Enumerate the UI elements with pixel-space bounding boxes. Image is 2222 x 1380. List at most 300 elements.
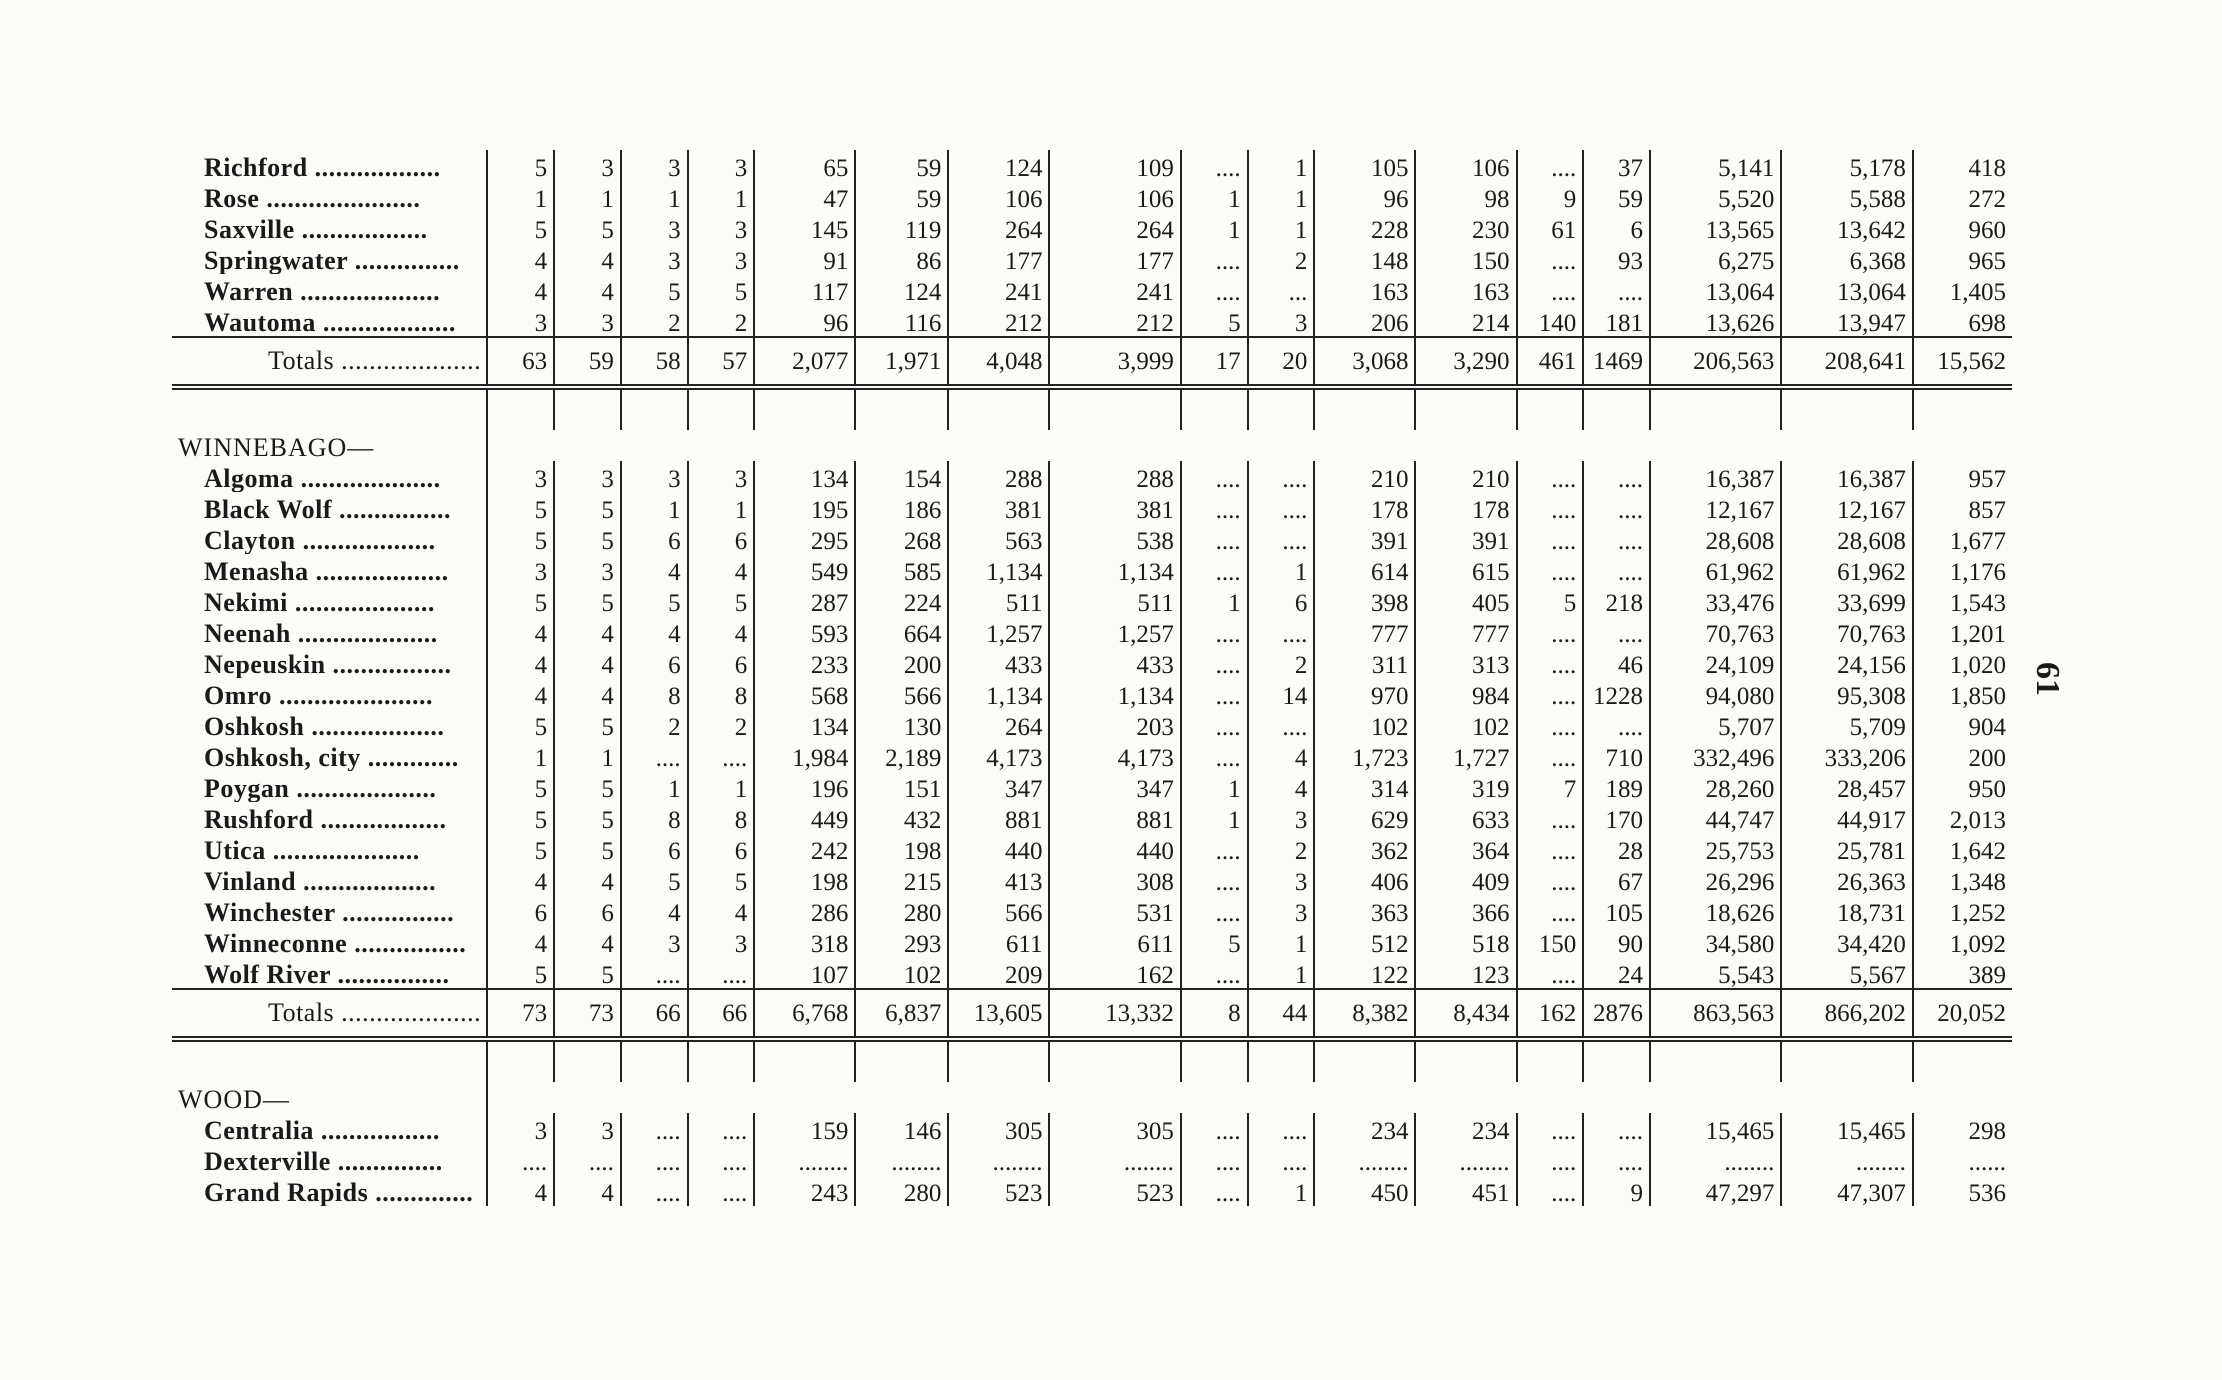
table-cell: [754, 1039, 855, 1082]
table-cell: 1: [1248, 926, 1315, 957]
table-row: [172, 461, 2012, 492]
table-cell: [948, 1039, 1049, 1082]
table-cell: [1650, 1082, 1781, 1113]
table-cell: 1,348: [1913, 864, 2012, 895]
table-cell: 12,167: [1650, 492, 1781, 523]
spacer-row: [172, 387, 2012, 430]
table-cell: 13,332: [1049, 989, 1180, 1039]
table-cell: 16,387: [1650, 461, 1781, 492]
table-cell: 3: [487, 1113, 554, 1144]
table-cell: 433: [1049, 647, 1180, 678]
totals-row: [172, 337, 2012, 387]
table-cell: 198: [754, 864, 855, 895]
table-cell: 5: [1181, 305, 1248, 337]
table-cell: ....: [1517, 1175, 1584, 1206]
county-heading-label: WINNEBAGO—: [178, 433, 375, 461]
table-cell: ....: [1181, 523, 1248, 554]
table-cell: 5: [554, 492, 621, 523]
table-cell: 61,962: [1650, 554, 1781, 585]
table-cell: 1: [1248, 957, 1315, 989]
table-cell: 1: [487, 740, 554, 771]
table-cell: 5: [554, 957, 621, 989]
table-cell: 293: [855, 926, 948, 957]
table-cell: 212: [948, 305, 1049, 337]
table-cell: 203: [1049, 709, 1180, 740]
table-cell: 26,296: [1650, 864, 1781, 895]
table-cell: 1,543: [1913, 585, 2012, 616]
table-cell: [1781, 430, 1912, 461]
table-cell: 1,642: [1913, 833, 2012, 864]
table-cell: 5: [487, 585, 554, 616]
table-cell: 6: [621, 647, 688, 678]
table-cell: 362: [1314, 833, 1415, 864]
table-row-label: Centralia .................: [204, 1116, 440, 1144]
table-cell: 3: [554, 1113, 621, 1144]
table-cell: 13,626: [1650, 305, 1781, 337]
table-cell: 2: [1248, 647, 1315, 678]
table-row: [172, 709, 2012, 740]
table-cell: 57: [688, 337, 755, 387]
spacer-row: [172, 1039, 2012, 1082]
table-cell: [1248, 430, 1315, 461]
table-cell: 6: [621, 833, 688, 864]
table-row: [172, 895, 2012, 926]
table-cell: 25,781: [1781, 833, 1912, 864]
table-cell: 234: [1415, 1113, 1516, 1144]
table-cell: 134: [754, 461, 855, 492]
table-cell: 1: [621, 492, 688, 523]
table-cell: 1,723: [1314, 740, 1415, 771]
table-cell: 391: [1314, 523, 1415, 554]
table-cell: 3: [688, 926, 755, 957]
table-cell: 286: [754, 895, 855, 926]
table-cell: ....: [1517, 864, 1584, 895]
spacer-row-label: [172, 387, 487, 430]
table-cell: 4: [554, 243, 621, 274]
table-cell: 5: [487, 150, 554, 181]
table-cell: ....: [1248, 1113, 1315, 1144]
table-cell: 3: [554, 150, 621, 181]
table-row: [172, 926, 2012, 957]
table-cell: 4,173: [1049, 740, 1180, 771]
table-cell: ....: [1517, 833, 1584, 864]
table-row: [172, 647, 2012, 678]
table-cell: ........: [1314, 1144, 1415, 1175]
table-cell: ....: [1181, 492, 1248, 523]
table-cell: 212: [1049, 305, 1180, 337]
table-cell: 381: [948, 492, 1049, 523]
table-cell: ........: [1415, 1144, 1516, 1175]
table-cell: 177: [948, 243, 1049, 274]
table-cell: 3: [688, 461, 755, 492]
table-cell: 389: [1913, 957, 2012, 989]
table-cell: ....: [1517, 523, 1584, 554]
table-cell: ....: [621, 740, 688, 771]
table-cell: 59: [1583, 181, 1650, 212]
table-cell: 333,206: [1781, 740, 1912, 771]
table-cell: [1049, 387, 1180, 430]
table-cell: [855, 1082, 948, 1113]
table-cell: ....: [1517, 895, 1584, 926]
table-cell: 432: [855, 802, 948, 833]
table-cell: 26,363: [1781, 864, 1912, 895]
table-cell: [487, 430, 554, 461]
table-cell: 2876: [1583, 989, 1650, 1039]
table-cell: [1181, 1082, 1248, 1113]
table-cell: ....: [554, 1144, 621, 1175]
table-cell: ....: [1517, 957, 1584, 989]
table-cell: 12,167: [1781, 492, 1912, 523]
table-cell: 5: [487, 523, 554, 554]
table-cell: ....: [1517, 150, 1584, 181]
table-cell: 1,257: [948, 616, 1049, 647]
table-cell: 196: [754, 771, 855, 802]
table-cell: 2: [621, 305, 688, 337]
table-cell: 305: [948, 1113, 1049, 1144]
table-cell: 91: [754, 243, 855, 274]
table-cell: 3: [1248, 895, 1315, 926]
table-cell: 102: [1415, 709, 1516, 740]
table-cell: ....: [1181, 957, 1248, 989]
table-cell: 1,405: [1913, 274, 2012, 305]
table-cell: 451: [1415, 1175, 1516, 1206]
table-cell: 3: [554, 554, 621, 585]
county-heading-label: WOOD—: [178, 1085, 290, 1113]
table-cell: ....: [1181, 150, 1248, 181]
table-cell: [1314, 1039, 1415, 1082]
table-cell: 3: [688, 212, 755, 243]
table-cell: 150: [1415, 243, 1516, 274]
table-cell: 295: [754, 523, 855, 554]
table-cell: 109: [1049, 150, 1180, 181]
table-cell: 1: [688, 492, 755, 523]
table-cell: [621, 1082, 688, 1113]
table-cell: [855, 387, 948, 430]
table-cell: [1913, 1082, 2012, 1113]
table-cell: 13,565: [1650, 212, 1781, 243]
table-cell: ....: [1181, 243, 1248, 274]
table-cell: 73: [487, 989, 554, 1039]
table-cell: 24,109: [1650, 647, 1781, 678]
table-row: [172, 1175, 2012, 1206]
table-cell: 1: [1248, 1175, 1315, 1206]
table-cell: 210: [1314, 461, 1415, 492]
table-cell: 268: [855, 523, 948, 554]
table-cell: [1415, 1082, 1516, 1113]
table-cell: 5: [688, 274, 755, 305]
table-cell: 208,641: [1781, 337, 1912, 387]
table-cell: 2,077: [754, 337, 855, 387]
table-cell: 241: [1049, 274, 1180, 305]
table-cell: 8: [621, 678, 688, 709]
table-cell: [487, 1039, 554, 1082]
table-cell: 200: [1913, 740, 2012, 771]
table-cell: 6,768: [754, 989, 855, 1039]
table-row: [172, 305, 2012, 337]
table-cell: ....: [1181, 678, 1248, 709]
table-cell: 366: [1415, 895, 1516, 926]
table-cell: ....: [1517, 461, 1584, 492]
table-cell: 347: [1049, 771, 1180, 802]
table-row-label: Vinland ...................: [204, 867, 437, 895]
table-cell: ....: [1517, 616, 1584, 647]
table-cell: 3: [487, 305, 554, 337]
table-cell: 272: [1913, 181, 2012, 212]
table-cell: [1583, 430, 1650, 461]
table-cell: ....: [1181, 647, 1248, 678]
table-cell: 863,563: [1650, 989, 1781, 1039]
table-cell: ....: [1583, 1144, 1650, 1175]
table-cell: 287: [754, 585, 855, 616]
table-cell: 960: [1913, 212, 2012, 243]
table-cell: 1: [1248, 181, 1315, 212]
table-cell: [1314, 430, 1415, 461]
table-cell: 206,563: [1650, 337, 1781, 387]
table-cell: 1: [554, 740, 621, 771]
table-cell: 5: [487, 709, 554, 740]
table-cell: 146: [855, 1113, 948, 1144]
table-cell: 105: [1314, 150, 1415, 181]
table-cell: 16,387: [1781, 461, 1912, 492]
table-cell: 210: [1415, 461, 1516, 492]
table-cell: ........: [754, 1144, 855, 1175]
table-cell: 347: [948, 771, 1049, 802]
table-cell: 178: [1314, 492, 1415, 523]
table-cell: 305: [1049, 1113, 1180, 1144]
table-cell: ....: [1248, 523, 1315, 554]
table-cell: 59: [855, 150, 948, 181]
table-cell: 186: [855, 492, 948, 523]
table-cell: 33,699: [1781, 585, 1912, 616]
table-row-label: Rose ......................: [204, 184, 421, 212]
table-cell: 59: [554, 337, 621, 387]
table-cell: 243: [754, 1175, 855, 1206]
table-cell: 95,308: [1781, 678, 1912, 709]
table-cell: 881: [948, 802, 1049, 833]
table-cell: 7: [1517, 771, 1584, 802]
table-cell: 313: [1415, 647, 1516, 678]
table-cell: 1: [554, 181, 621, 212]
table-row: [172, 523, 2012, 554]
table-cell: 6: [688, 833, 755, 864]
table-cell: ....: [1181, 616, 1248, 647]
table-cell: 123: [1415, 957, 1516, 989]
table-cell: 230: [1415, 212, 1516, 243]
table-cell: 1469: [1583, 337, 1650, 387]
table-cell: 1: [1181, 585, 1248, 616]
table-cell: 4: [554, 926, 621, 957]
table-cell: 950: [1913, 771, 2012, 802]
table-row: [172, 802, 2012, 833]
table-row: [172, 740, 2012, 771]
table-cell: 47,307: [1781, 1175, 1912, 1206]
table-row-label: Menasha ...................: [204, 557, 449, 585]
table-cell: [1415, 387, 1516, 430]
table-cell: 106: [1415, 150, 1516, 181]
table-cell: 214: [1415, 305, 1516, 337]
table-row: [172, 864, 2012, 895]
table-cell: 1,971: [855, 337, 948, 387]
table-row-label: Winneconne ................: [204, 929, 467, 957]
table-cell: 566: [855, 678, 948, 709]
table-cell: 1: [1181, 212, 1248, 243]
table-cell: 107: [754, 957, 855, 989]
table-cell: 264: [948, 709, 1049, 740]
table-cell: 3,999: [1049, 337, 1180, 387]
table-cell: ....: [1517, 740, 1584, 771]
table-cell: [1517, 1082, 1584, 1113]
table-cell: 381: [1049, 492, 1180, 523]
table-row: [172, 150, 2012, 181]
table-cell: [1781, 1039, 1912, 1082]
table-cell: ....: [1181, 895, 1248, 926]
table-cell: [1781, 1082, 1912, 1113]
table-cell: ....: [1517, 802, 1584, 833]
table-cell: 93: [1583, 243, 1650, 274]
table-cell: 1: [688, 181, 755, 212]
table-cell: 1: [621, 181, 688, 212]
table-cell: 134: [754, 709, 855, 740]
table-cell: 105: [1583, 895, 1650, 926]
table-cell: ....: [1517, 274, 1584, 305]
table-cell: 512: [1314, 926, 1415, 957]
table-cell: 318: [754, 926, 855, 957]
statistics-table: [172, 150, 2012, 1206]
table-cell: 1: [688, 771, 755, 802]
table-cell: ....: [1181, 1144, 1248, 1175]
table-cell: 1228: [1583, 678, 1650, 709]
table-cell: [554, 430, 621, 461]
table-cell: 965: [1913, 243, 2012, 274]
table-cell: 61: [1517, 212, 1584, 243]
table-row-label: Omro ......................: [204, 681, 433, 709]
table-cell: 518: [1415, 926, 1516, 957]
table-cell: 3: [1248, 864, 1315, 895]
table-cell: 15,465: [1650, 1113, 1781, 1144]
table-cell: 124: [948, 150, 1049, 181]
table-cell: ........: [855, 1144, 948, 1175]
table-cell: 28,608: [1781, 523, 1912, 554]
table-cell: [554, 387, 621, 430]
table-cell: 319: [1415, 771, 1516, 802]
table-cell: ....: [1248, 461, 1315, 492]
table-cell: 288: [1049, 461, 1180, 492]
table-cell: 563: [948, 523, 1049, 554]
table-cell: 5,520: [1650, 181, 1781, 212]
table-cell: ........: [1650, 1144, 1781, 1175]
table-cell: 363: [1314, 895, 1415, 926]
table-row: [172, 678, 2012, 709]
table-row-label: Neenah ....................: [204, 619, 438, 647]
table-row: [172, 616, 2012, 647]
table-cell: ....: [1517, 492, 1584, 523]
totals-row-label: Totals ....................: [172, 337, 487, 387]
table-cell: 3,290: [1415, 337, 1516, 387]
table-cell: 28,608: [1650, 523, 1781, 554]
table-cell: 4: [1248, 771, 1315, 802]
table-cell: 8,382: [1314, 989, 1415, 1039]
table-cell: 116: [855, 305, 948, 337]
table-cell: 1,176: [1913, 554, 2012, 585]
table-cell: 66: [688, 989, 755, 1039]
table-cell: ...: [1248, 274, 1315, 305]
table-cell: 881: [1049, 802, 1180, 833]
table-cell: ....: [1181, 864, 1248, 895]
table-cell: 4: [554, 647, 621, 678]
table-cell: 433: [948, 647, 1049, 678]
table-cell: 63: [487, 337, 554, 387]
table-cell: 5: [487, 802, 554, 833]
table-cell: [948, 387, 1049, 430]
table-cell: [1181, 430, 1248, 461]
table-body: [172, 150, 2012, 1206]
table-cell: ....: [487, 1144, 554, 1175]
table-cell: 3: [554, 461, 621, 492]
table-cell: 5: [1181, 926, 1248, 957]
table-cell: 4: [621, 554, 688, 585]
table-cell: ....: [1517, 678, 1584, 709]
table-cell: 117: [754, 274, 855, 305]
table-cell: 1,727: [1415, 740, 1516, 771]
table-cell: [1650, 1039, 1781, 1082]
table-cell: ....: [1181, 554, 1248, 585]
table-cell: 1,850: [1913, 678, 2012, 709]
table-cell: 14: [1248, 678, 1315, 709]
table-cell: 33,476: [1650, 585, 1781, 616]
table-row: [172, 771, 2012, 802]
county-heading: [172, 430, 2012, 461]
table-cell: 2: [688, 305, 755, 337]
table-row: [172, 1113, 2012, 1144]
table-cell: [754, 1082, 855, 1113]
table-row-label: Clayton ...................: [204, 526, 436, 554]
table-cell: 6: [554, 895, 621, 926]
table-cell: ....: [1248, 616, 1315, 647]
table-cell: [1248, 1039, 1315, 1082]
table-row-label: Richford ..................: [204, 153, 441, 181]
table-cell: [621, 430, 688, 461]
table-cell: 44,917: [1781, 802, 1912, 833]
table-cell: 4: [688, 554, 755, 585]
table-cell: 3: [688, 150, 755, 181]
table-cell: 94,080: [1650, 678, 1781, 709]
table-cell: [1583, 1082, 1650, 1113]
table-cell: ....: [688, 1144, 755, 1175]
table-cell: 4: [554, 1175, 621, 1206]
table-row-label: Winchester ................: [204, 898, 455, 926]
table-cell: 6: [688, 647, 755, 678]
table-cell: 970: [1314, 678, 1415, 709]
table-cell: ....: [1248, 709, 1315, 740]
table-row-label: Wautoma ...................: [204, 308, 456, 337]
table-cell: [948, 430, 1049, 461]
table-cell: 15,465: [1781, 1113, 1912, 1144]
table-cell: ....: [621, 957, 688, 989]
table-cell: 163: [1415, 274, 1516, 305]
table-cell: 1,134: [1049, 554, 1180, 585]
table-cell: 13,064: [1781, 274, 1912, 305]
table-cell: ....: [1248, 1144, 1315, 1175]
table-cell: ....: [688, 1113, 755, 1144]
table-cell: 5,141: [1650, 150, 1781, 181]
table-cell: ....: [1583, 554, 1650, 585]
table-cell: 47: [754, 181, 855, 212]
table-cell: 5,588: [1781, 181, 1912, 212]
table-cell: 5: [688, 864, 755, 895]
table-row: [172, 957, 2012, 989]
table-cell: 3: [554, 305, 621, 337]
table-cell: 614: [1314, 554, 1415, 585]
